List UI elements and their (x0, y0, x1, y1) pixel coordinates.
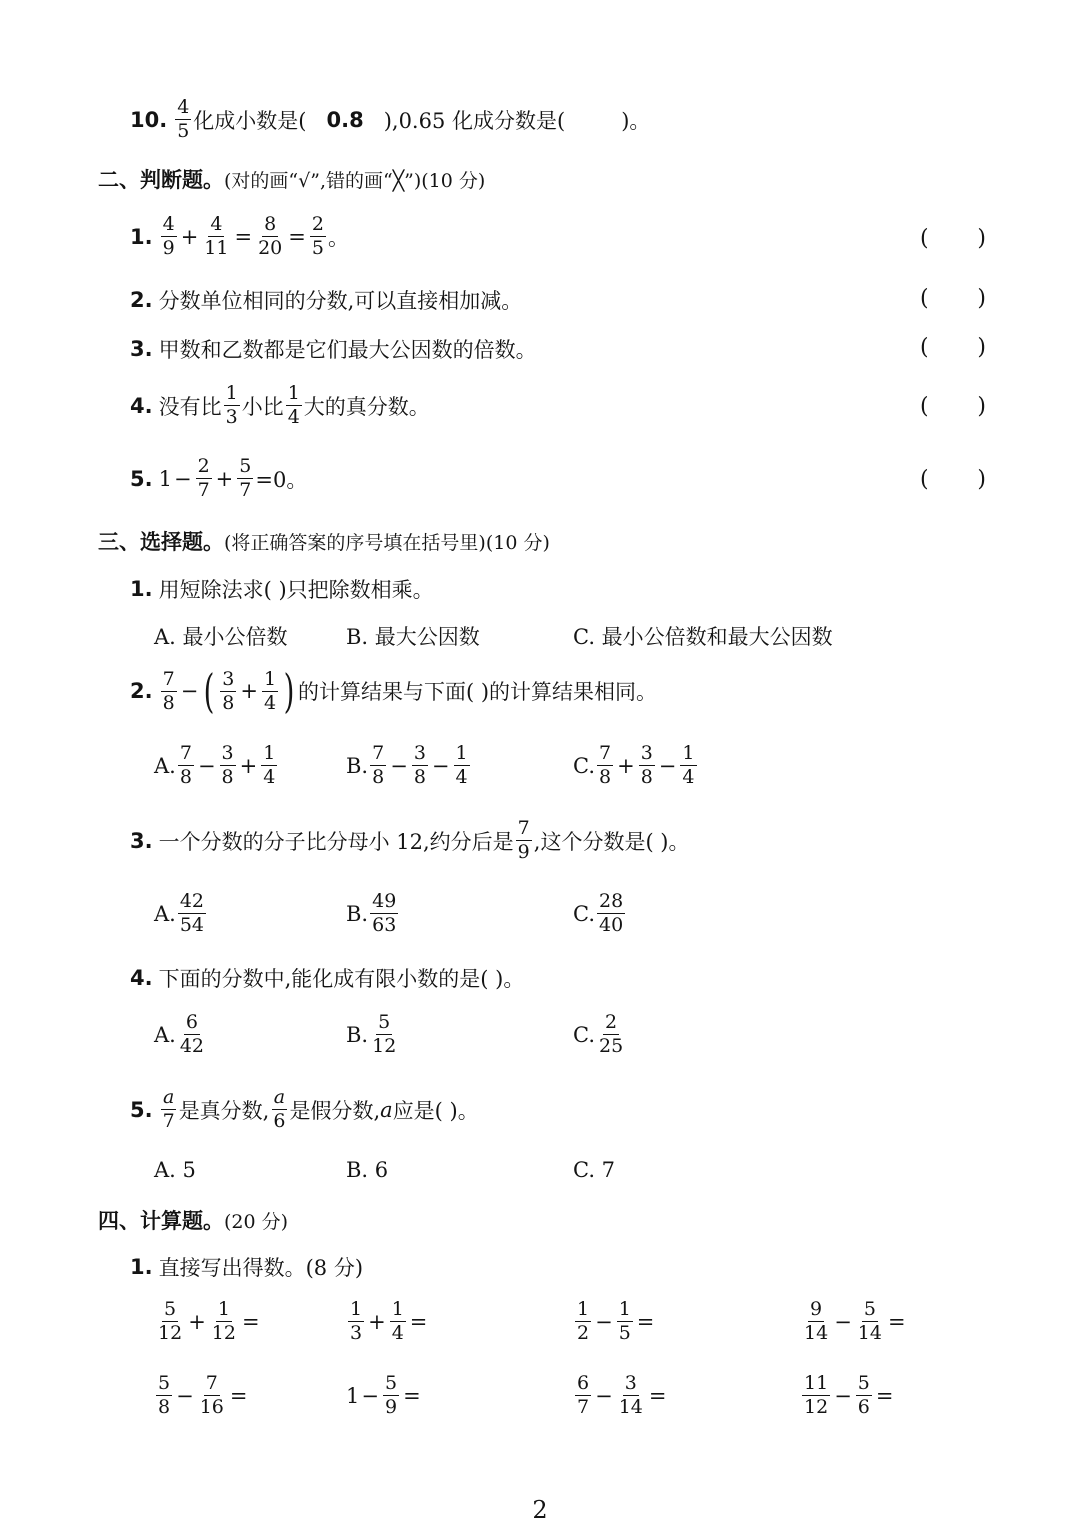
option-a[interactable]: A. 5 (154, 1158, 196, 1182)
option-b[interactable]: B. 6 (346, 1158, 389, 1182)
section-2-heading: 二、判断题。 (对的画“√”,错的画“╳”)(10 分) (98, 168, 486, 192)
judge-item-4: 4. 没有比 $\frac{1}{3}$ 小比 $\frac{1}{4}$ 大的真分数。 (130, 382, 430, 428)
answer-text: 0.8 (326, 107, 364, 132)
section-3-heading: 三、选择题。 (将正确答案的序号填在括号里)(10 分) (98, 530, 550, 554)
answer-blank[interactable]: ( ) (920, 394, 986, 419)
judge-item-3: 3. 甲数和乙数都是它们最大公因数的倍数。 (130, 337, 537, 362)
option-b[interactable]: B. $\frac{5}{12}$ (346, 1011, 397, 1057)
choice-q4: 4. 下面的分数中,能化成有限小数的是( )。 (130, 966, 525, 991)
calc-expression: $\frac{1}{3}$ + $\frac{1}{4}$ = (350, 1298, 428, 1344)
option-b[interactable]: B. $\frac{49}{63}$ (346, 890, 397, 936)
choice-q5: 5. $\frac{a}{7}$ 是真分数, $\frac{a}{6}$ 是假分数, a 应是( )。 (130, 1086, 479, 1132)
option-a[interactable]: A. $\frac{42}{54}$ (154, 890, 205, 936)
answer-blank[interactable]: ( ) (920, 467, 986, 492)
question-10: 10. $\frac{4}{5}$ 化成小数是( 0.8 ),0.65 化成分数是( )。 (130, 96, 651, 142)
calc-expression: $\frac{9}{14}$ − $\frac{5}{14}$ = (804, 1298, 906, 1344)
judge-item-5: 5. 1 − $\frac{2}{7}$ + $\frac{5}{7}$ =0。 (130, 455, 308, 501)
choice-q3: 3. 一个分数的分子比分母小 12,约分后是 $\frac{7}{9}$ ,这个分数是( )。 (130, 817, 690, 863)
choice-q1: 1. 用短除法求( )只把除数相乘。 (130, 577, 434, 602)
answer-blank[interactable]: ( ) (920, 286, 986, 311)
fraction: $\frac{4}{5}$ (177, 96, 190, 142)
option-a[interactable]: A. $\frac{7}{8}$ − $\frac{3}{8}$ + $\frac{1}{4}$ (154, 742, 276, 788)
option-a[interactable]: A. $\frac{6}{42}$ (154, 1011, 205, 1057)
section-4-heading: 四、计算题。 (20 分) (98, 1209, 289, 1233)
option-b[interactable]: B. 最大公因数 (346, 625, 480, 649)
option-c[interactable]: C. $\frac{7}{8}$ + $\frac{3}{8}$ − $\frac{1}{4}$ (573, 742, 695, 788)
choice-q2: 2. $\frac{7}{8}$ − ( $\frac{3}{8}$ + $\frac{1}{4}$ ) 的计算结果与下面( )的计算结果相同。 (130, 664, 658, 718)
option-a[interactable]: A. 最小公倍数 (154, 625, 288, 649)
calc-expression: $\frac{1}{2}$ − $\frac{1}{5}$ = (577, 1298, 655, 1344)
calc-expression: $\frac{6}{7}$ − $\frac{3}{14}$ = (577, 1372, 667, 1418)
calc-q1: 1. 直接写出得数。(8 分) (130, 1255, 364, 1280)
option-b[interactable]: B. $\frac{7}{8}$ − $\frac{3}{8}$ − $\frac{1}{4}$ (346, 742, 468, 788)
judge-item-2: 2. 分数单位相同的分数,可以直接相加减。 (130, 288, 523, 313)
calc-expression: $\frac{5}{12}$ + $\frac{1}{12}$ = (158, 1298, 260, 1344)
answer-blank[interactable]: ( ) (920, 335, 986, 360)
page-number: 2 (532, 1496, 548, 1524)
judge-item-1: 1. $\frac{4}{9}$ + $\frac{4}{11}$ = $\frac{8}{20}$ = $\frac{2}{5}$ 。 (130, 213, 349, 259)
calc-expression: 1 − $\frac{5}{9}$ = (346, 1372, 421, 1418)
option-c[interactable]: C. $\frac{28}{40}$ (573, 890, 624, 936)
calc-expression: $\frac{11}{12}$ − $\frac{5}{6}$ = (804, 1372, 894, 1418)
answer-blank[interactable]: ( ) (920, 226, 986, 251)
option-c[interactable]: C. $\frac{2}{25}$ (573, 1011, 624, 1057)
option-c[interactable]: C. 最小公倍数和最大公因数 (573, 625, 833, 649)
calc-expression: $\frac{5}{8}$ − $\frac{7}{16}$ = (158, 1372, 248, 1418)
option-c[interactable]: C. 7 (573, 1158, 616, 1182)
